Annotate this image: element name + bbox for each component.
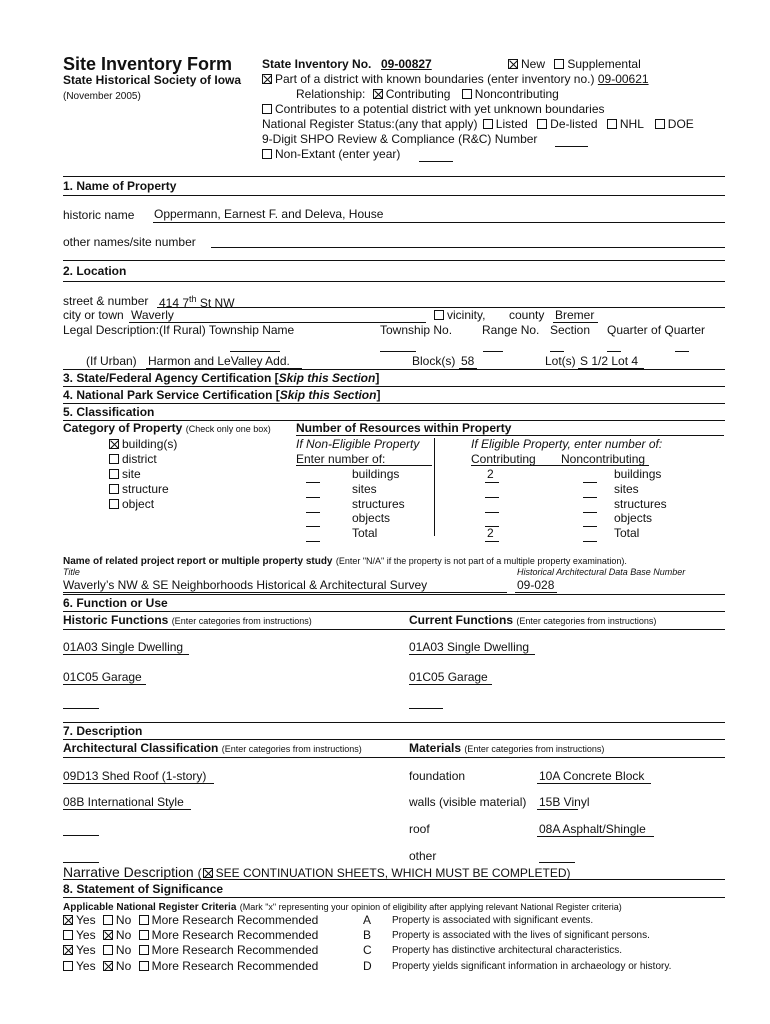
- section-divider: [63, 369, 725, 370]
- criteria-letter: C: [363, 943, 372, 957]
- historic-name-value[interactable]: Oppermann, Earnest F. and Deleva, House: [154, 207, 384, 221]
- criteria-a-no-checkbox[interactable]: [103, 915, 113, 925]
- township-name-field[interactable]: [230, 351, 280, 352]
- walls-value[interactable]: 15B Vinyl: [539, 795, 590, 809]
- other-names-field[interactable]: [211, 247, 725, 248]
- criteria-c-no-checkbox[interactable]: [103, 945, 113, 955]
- section-5-heading: 5. Classification: [63, 405, 155, 419]
- street-value[interactable]: 414 7th St NW: [159, 294, 235, 310]
- section-label: Section: [550, 323, 591, 337]
- roof-value[interactable]: 08A Asphalt/Shingle: [539, 822, 646, 836]
- nr-status-label: National Register Status:(any that apply): [262, 117, 478, 131]
- lot-value[interactable]: S 1/2 Lot 4: [580, 354, 639, 368]
- category-checkbox-object[interactable]: [109, 499, 119, 509]
- enter-number-label: Enter number of:: [296, 452, 386, 466]
- noncontrib-sites-field[interactable]: [583, 497, 597, 498]
- title-label: Title: [63, 567, 80, 577]
- new-label: New: [521, 57, 546, 71]
- noneligible-row-label: structures: [352, 497, 405, 511]
- arch-class-3-field[interactable]: [63, 835, 99, 836]
- range-no-label: Range No.: [482, 323, 540, 337]
- category-label-structure: structure: [122, 482, 169, 496]
- related-study-label: Name of related project report or multiple property study (Enter "N/A" if the property is not part of a multiple property examination).: [63, 556, 627, 567]
- criteria-b-more-checkbox[interactable]: [139, 930, 149, 940]
- historic-name-label: historic name: [63, 208, 135, 222]
- urban-value[interactable]: Harmon and LeValley Add.: [148, 354, 290, 368]
- category-checkbox-site[interactable]: [109, 469, 119, 479]
- roof-label: roof: [409, 822, 430, 836]
- eligible-row-label: buildings: [614, 467, 662, 481]
- section-7-heading: 7. Description: [63, 724, 143, 738]
- criteria-d-yes-checkbox[interactable]: [63, 961, 73, 971]
- section-divider: [63, 386, 725, 387]
- contrib-total-field: [485, 541, 499, 542]
- noneligible-label: If Non-Eligible Property: [296, 437, 420, 451]
- criteria-a-more-checkbox[interactable]: [139, 915, 149, 925]
- criteria-description: Property has distinctive architectural characteristics.: [392, 945, 623, 956]
- vicinity-checkbox[interactable]: [434, 310, 444, 320]
- range-no-field[interactable]: [483, 351, 503, 352]
- criteria-letter: D: [363, 959, 372, 973]
- criteria-a-yes-checkbox[interactable]: [63, 915, 73, 925]
- street-field: [157, 307, 725, 308]
- section-divider: [63, 594, 725, 595]
- noncontributing-checkbox[interactable]: [462, 89, 472, 99]
- study-title-value[interactable]: Waverly’s NW & SE Neighborhoods Historical & Architectural Survey: [63, 578, 428, 592]
- inventory-no-label: State Inventory No.: [262, 57, 372, 71]
- criteria-c-yes-checkbox[interactable]: [63, 945, 73, 955]
- category-label-district: district: [122, 452, 157, 466]
- noneligible-structures-field[interactable]: [306, 512, 320, 513]
- supplemental-checkbox[interactable]: [554, 59, 564, 69]
- contrib-buildings-field: [485, 482, 499, 483]
- historic-function-2-field: [63, 684, 146, 685]
- category-checkbox-building[interactable]: [109, 439, 119, 449]
- block-label: Block(s): [412, 354, 456, 368]
- eligible-row-label: objects: [614, 511, 653, 525]
- quarter-of-field[interactable]: [675, 351, 689, 352]
- section-divider: [63, 281, 725, 282]
- resources-underline: [296, 435, 724, 436]
- current-function-2-field: [409, 684, 492, 685]
- contrib-sites-field[interactable]: [485, 497, 499, 498]
- form-edition: (November 2005): [63, 91, 141, 102]
- shpo-field[interactable]: [555, 146, 588, 147]
- section-3-heading: 3. State/Federal Agency Certification [Skip this Section]: [63, 371, 380, 385]
- criteria-d-more-checkbox[interactable]: [139, 961, 149, 971]
- criteria-letter: A: [363, 913, 372, 927]
- historic-functions-label: Historic Functions (Enter categories from instructions): [63, 613, 312, 627]
- contrib-structures-field[interactable]: [485, 512, 499, 513]
- section-divider: [63, 611, 725, 612]
- current-function-3-field[interactable]: [409, 708, 443, 709]
- resources-label: Number of Resources within Property: [296, 421, 512, 435]
- noneligible-buildings-field[interactable]: [306, 482, 320, 483]
- noneligible-objects-field[interactable]: [306, 526, 320, 527]
- vicinity-label: vicinity,: [447, 308, 486, 322]
- noncontrib-total-field[interactable]: [583, 541, 597, 542]
- city-value[interactable]: Waverly: [131, 308, 174, 322]
- eligible-row-label: structures: [614, 497, 667, 511]
- criteria-row-b: Yes No More Research Recommended: [63, 929, 318, 943]
- doe-checkbox[interactable]: [655, 119, 665, 129]
- current-functions-label: Current Functions (Enter categories from instructions): [409, 613, 657, 627]
- section-6-heading: 6. Function or Use: [63, 596, 168, 610]
- historic-function-1[interactable]: 01A03 Single Dwelling: [63, 640, 184, 654]
- section-divider: [63, 260, 725, 261]
- supplemental-label: Supplemental: [567, 57, 641, 71]
- narrative-checkbox[interactable]: [203, 868, 213, 878]
- delisted-checkbox[interactable]: [537, 119, 547, 129]
- section-divider: [63, 176, 725, 177]
- criteria-b-yes-checkbox[interactable]: [63, 930, 73, 940]
- current-function-1[interactable]: 01A03 Single Dwelling: [409, 640, 530, 654]
- noneligible-row-label: Total: [352, 526, 378, 540]
- foundation-field: [537, 783, 651, 784]
- historic-function-1-field: [63, 654, 189, 655]
- historic-function-3-field[interactable]: [63, 708, 99, 709]
- noneligible-total-field[interactable]: [306, 541, 320, 542]
- agency-name: State Historical Society of Iowa: [63, 73, 242, 87]
- historic-name-field: [153, 222, 725, 223]
- criteria-d-no-checkbox[interactable]: [103, 961, 113, 971]
- category-label-object: object: [122, 497, 155, 511]
- nonextant-checkbox[interactable]: [262, 149, 272, 159]
- criteria-description: Property yields significant information in archaeology or history.: [392, 961, 672, 972]
- section-divider: [63, 403, 725, 404]
- category-checkbox-structure[interactable]: [109, 484, 119, 494]
- foundation-value[interactable]: 10A Concrete Block: [539, 769, 645, 783]
- listed-label: Listed: [495, 117, 528, 131]
- section-divider: [63, 629, 725, 630]
- historic-function-2[interactable]: 01C05 Garage: [63, 670, 142, 684]
- township-no-field[interactable]: [380, 351, 416, 352]
- materials-label: Materials (Enter categories from instructions): [409, 741, 605, 755]
- nhl-checkbox[interactable]: [607, 119, 617, 129]
- other-names-label: other names/site number: [63, 235, 196, 249]
- section-8-heading: 8. Statement of Significance: [63, 882, 224, 896]
- walls-field: [537, 809, 578, 810]
- contributing-checkbox[interactable]: [373, 89, 383, 99]
- arch-class-1-field: [63, 783, 214, 784]
- other-material-field[interactable]: [539, 862, 575, 863]
- section-divider: [63, 757, 725, 758]
- hadb-field: [515, 592, 557, 593]
- doe-label: DOE: [667, 117, 694, 131]
- category-label-site: site: [122, 467, 141, 481]
- narrative-note: SEE CONTINUATION SHEETS, WHICH MUST BE COMPLETED): [215, 866, 571, 880]
- inventory-no-value[interactable]: 09-00827: [381, 57, 432, 71]
- section-2-heading: 2. Location: [63, 264, 127, 278]
- shpo-label: 9-Digit SHPO Review & Compliance (R&C) Number: [262, 132, 538, 146]
- nhl-label: NHL: [619, 117, 644, 131]
- study-title-field: [63, 592, 507, 593]
- potential-district-label: Contributes to a potential district with yet unknown boundaries: [275, 102, 605, 116]
- district-no-value[interactable]: 09-00621: [597, 72, 649, 86]
- lot-label: Lot(s): [545, 354, 576, 368]
- hadb-value[interactable]: 09-028: [517, 578, 555, 592]
- other-material-label: other: [409, 849, 437, 863]
- walls-label: walls (visible material): [409, 795, 527, 809]
- arch-class-1[interactable]: 09D13 Shed Roof (1-story): [63, 769, 207, 783]
- listed-checkbox[interactable]: [483, 119, 493, 129]
- noncontrib-buildings-field[interactable]: [583, 482, 597, 483]
- noneligible-row-label: sites: [352, 482, 377, 496]
- category-checkbox-district[interactable]: [109, 454, 119, 464]
- new-checkbox[interactable]: [508, 59, 518, 69]
- criteria-letter: B: [363, 928, 372, 942]
- delisted-label: De-listed: [550, 117, 598, 131]
- section-4-heading: 4. National Park Service Certification [Skip this Section]: [63, 388, 381, 402]
- relationship-label: Relationship:: [296, 87, 366, 101]
- section-divider: [63, 739, 725, 740]
- narrative-label: Narrative Description: [63, 864, 194, 880]
- form-title: Site Inventory Form: [63, 54, 233, 74]
- eligible-row-label: sites: [614, 482, 639, 496]
- district-label: Part of a district with known boundaries (enter inventory no.): [275, 72, 595, 86]
- district-checkbox[interactable]: [262, 74, 272, 84]
- eligible-label: If Eligible Property, enter number of:: [471, 437, 663, 451]
- quarter-field[interactable]: [607, 351, 621, 352]
- criteria-row-d: Yes No More Research Recommended: [63, 960, 318, 974]
- resource-divider: [434, 438, 435, 536]
- criteria-row-a: Yes No More Research Recommended: [63, 914, 318, 928]
- hadb-label: Historical Architectural Data Base Number: [517, 567, 686, 577]
- arch-class-2-field: [63, 809, 191, 810]
- county-label: county: [509, 308, 545, 322]
- category-label: Category of Property (Check only one box): [63, 421, 271, 435]
- section-1-heading: 1. Name of Property: [63, 179, 177, 193]
- arch-class-4-field[interactable]: [63, 862, 99, 863]
- section-divider: [63, 722, 725, 723]
- noncontributing-label: Noncontributing: [474, 87, 559, 101]
- criteria-row-c: Yes No More Research Recommended: [63, 944, 318, 958]
- block-value[interactable]: 58: [461, 354, 475, 368]
- section-divider: [63, 897, 725, 898]
- narrative-description: Narrative Description ( SEE CONTINUATION SHEETS, WHICH MUST BE COMPLETED): [63, 864, 571, 880]
- criteria-description: Property is associated with significant events.: [392, 915, 594, 926]
- nonextant-year-field[interactable]: [419, 161, 453, 162]
- noneligible-row-label: objects: [352, 511, 391, 525]
- noncontrib-structures-field[interactable]: [583, 512, 597, 513]
- quarter-label: Quarter of Quarter: [607, 323, 706, 337]
- roof-field: [537, 836, 654, 837]
- category-label-building: building(s): [122, 437, 178, 451]
- noneligible-row-label: buildings: [352, 467, 400, 481]
- arch-classification-label: Architectural Classification (Enter categories from instructions): [63, 741, 362, 755]
- criteria-label: Applicable National Register Criteria (Mark "x" representing your opinion of eligibility after applying relevant National Register criteria): [63, 902, 622, 913]
- noncontrib-objects-field[interactable]: [583, 526, 597, 527]
- contrib-buildings-value[interactable]: 2: [487, 467, 494, 481]
- urban-label: (If Urban): [86, 354, 137, 368]
- county-value[interactable]: Bremer: [555, 308, 595, 322]
- legal-description-label: Legal Description:(If Rural) Township Name: [63, 323, 295, 337]
- section-divider: [63, 879, 725, 880]
- section-field[interactable]: [550, 351, 564, 352]
- contributing-header: Contributing: [471, 452, 536, 466]
- current-function-1-field: [409, 654, 535, 655]
- township-no-label: Township No.: [380, 323, 453, 337]
- section-divider: [63, 195, 725, 196]
- noneligible-underline: [296, 465, 432, 466]
- eligible-row-label: Total: [614, 526, 640, 540]
- current-function-2[interactable]: 01C05 Garage: [409, 670, 488, 684]
- contributing-label: Contributing: [385, 87, 451, 101]
- criteria-description: Property is associated with the lives of significant persons.: [392, 930, 650, 941]
- criteria-b-no-checkbox[interactable]: [103, 930, 113, 940]
- street-label: street & number: [63, 294, 149, 308]
- potential-district-checkbox[interactable]: [262, 104, 272, 114]
- city-label: city or town: [63, 308, 124, 322]
- eligible-underline: [471, 465, 649, 466]
- foundation-label: foundation: [409, 769, 466, 783]
- noneligible-sites-field[interactable]: [306, 497, 320, 498]
- contrib-total-value[interactable]: 2: [487, 526, 494, 540]
- criteria-c-more-checkbox[interactable]: [139, 945, 149, 955]
- nonextant-label: Non-Extant (enter year): [275, 147, 401, 161]
- arch-class-2[interactable]: 08B International Style: [63, 795, 184, 809]
- noncontributing-header: Noncontributing: [561, 452, 646, 466]
